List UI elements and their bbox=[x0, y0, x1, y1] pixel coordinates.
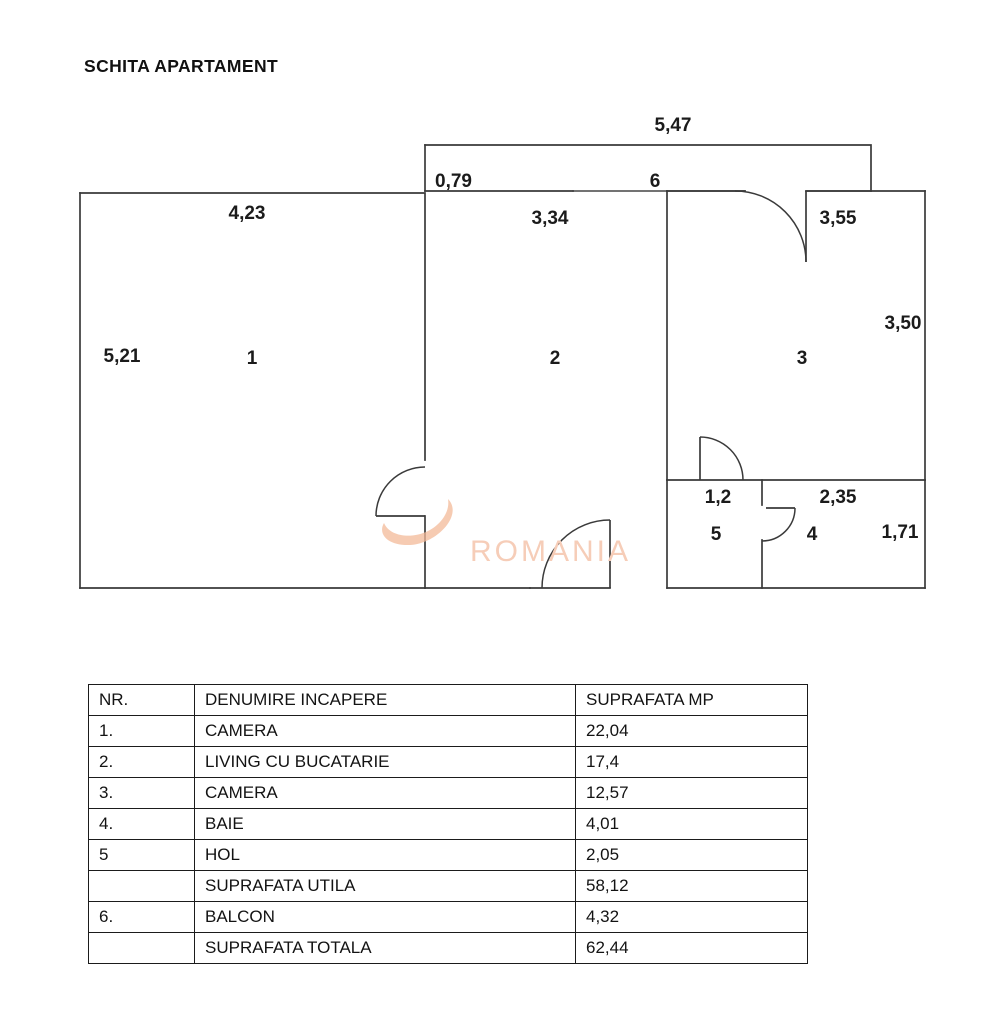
cell-name: CAMERA bbox=[195, 778, 576, 809]
cell-area: 22,04 bbox=[576, 716, 808, 747]
dimension-label: 3,34 bbox=[531, 208, 569, 229]
cell-name: HOL bbox=[195, 840, 576, 871]
room-number-4: 4 bbox=[806, 524, 818, 545]
page-title: SCHITA APARTAMENT bbox=[84, 56, 279, 76]
table-row bbox=[89, 871, 808, 902]
dimension-label: 4,23 bbox=[228, 203, 266, 224]
cell-nr: 3. bbox=[89, 778, 195, 809]
cell-nr: 2. bbox=[89, 747, 195, 778]
table-header-nr: NR. bbox=[89, 685, 195, 716]
door-hall-arc bbox=[700, 437, 743, 480]
cell-area: 4,01 bbox=[576, 809, 808, 840]
door-entry-arc bbox=[542, 520, 610, 588]
dimension-label: 0,79 bbox=[435, 171, 472, 192]
room-number-2: 2 bbox=[549, 348, 561, 369]
wall-balcony bbox=[425, 145, 871, 191]
cell-name: BALCON bbox=[195, 902, 576, 933]
cell-name: SUPRAFATA UTILA bbox=[195, 871, 576, 902]
cell-area: 58,12 bbox=[576, 871, 808, 902]
dimension-label: 1,2 bbox=[704, 487, 732, 508]
dimension-label: 3,50 bbox=[884, 313, 922, 334]
dimension-label: 2,35 bbox=[819, 487, 857, 508]
cell-nr bbox=[89, 933, 195, 964]
table-row bbox=[89, 716, 808, 747]
table-row bbox=[89, 809, 808, 840]
table-row bbox=[89, 933, 808, 964]
table-header-name: DENUMIRE INCAPERE bbox=[195, 685, 576, 716]
room-number-6: 6 bbox=[649, 171, 661, 192]
cell-name: BAIE bbox=[195, 809, 576, 840]
door-room3-arc bbox=[735, 191, 806, 262]
wall-room1 bbox=[80, 193, 425, 460]
cell-area: 17,4 bbox=[576, 747, 808, 778]
cell-nr: 1. bbox=[89, 716, 195, 747]
table-row bbox=[89, 902, 808, 933]
cell-name: LIVING CU BUCATARIE bbox=[195, 747, 576, 778]
table-row bbox=[89, 840, 808, 871]
table-header-row bbox=[89, 685, 808, 716]
table-row bbox=[89, 778, 808, 809]
room-number-1: 1 bbox=[246, 348, 258, 369]
cell-nr: 4. bbox=[89, 809, 195, 840]
room-number-5: 5 bbox=[710, 524, 722, 545]
dimension-label: 5,21 bbox=[103, 346, 141, 367]
cell-area: 4,32 bbox=[576, 902, 808, 933]
dimension-label: 3,55 bbox=[819, 208, 857, 229]
dimension-label: 5,47 bbox=[654, 115, 692, 136]
dimension-label: 1,71 bbox=[881, 522, 919, 543]
cell-name: CAMERA bbox=[195, 716, 576, 747]
cell-nr: 5 bbox=[89, 840, 195, 871]
table-row bbox=[89, 747, 808, 778]
cell-nr: 6. bbox=[89, 902, 195, 933]
cell-name: SUPRAFATA TOTALA bbox=[195, 933, 576, 964]
cell-nr bbox=[89, 871, 195, 902]
rooms-table bbox=[88, 684, 808, 964]
door-bath-arc bbox=[762, 508, 795, 541]
cell-area: 2,05 bbox=[576, 840, 808, 871]
room-number-3: 3 bbox=[796, 348, 808, 369]
table-header-area: SUPRAFATA MP bbox=[576, 685, 808, 716]
door-room1-arc bbox=[376, 467, 425, 516]
cell-area: 12,57 bbox=[576, 778, 808, 809]
watermark-text: ROMANIA bbox=[470, 535, 632, 568]
cell-area: 62,44 bbox=[576, 933, 808, 964]
